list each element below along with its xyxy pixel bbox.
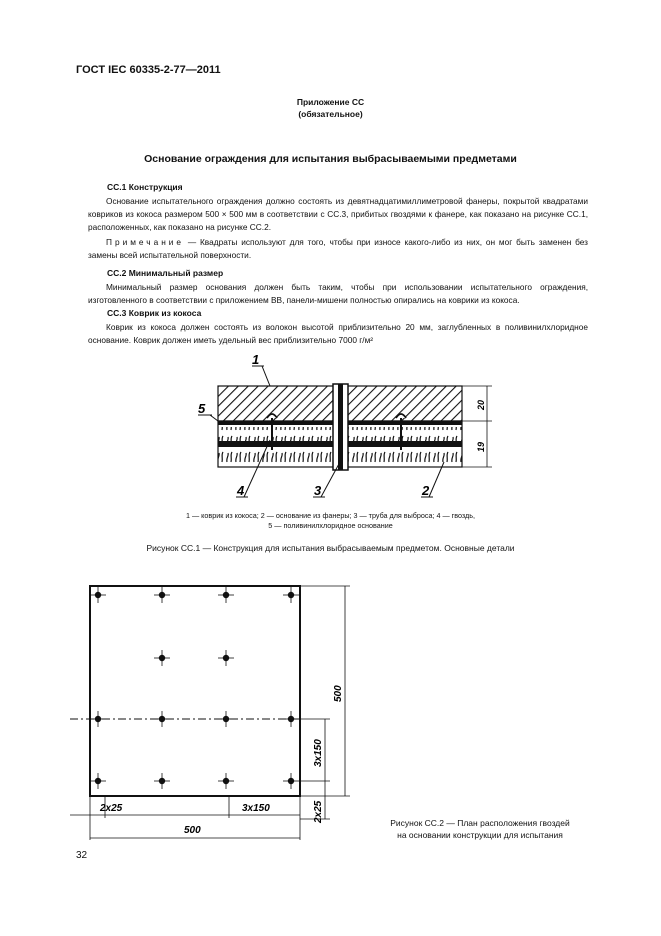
caption-cc2-line-1: Рисунок СС.2 — План расположения гвоздей xyxy=(390,818,570,828)
callout-4: 4 xyxy=(237,483,245,498)
figure-cc2-drawing xyxy=(0,570,661,840)
annex-main-title: Основание ограждения для испытания выбрасываемыми предметами xyxy=(144,153,517,165)
note-label: Примечание xyxy=(106,237,185,247)
nail-grid xyxy=(90,587,299,789)
note-text: — Квадраты используют для того, чтобы при износе какого-либо из них, он мог быть заменен без замены всей испытательной поверхности. xyxy=(88,237,588,260)
callout-1: 1 xyxy=(252,352,260,367)
figure-cc1-caption: Рисунок СС.1 — Конструкция для испытания выбрасываемым предметом. Основные детали xyxy=(146,543,515,553)
figure-cc2-caption xyxy=(360,817,600,841)
callout-2: 2 xyxy=(422,483,430,498)
dim-mat-thickness: 19 xyxy=(476,441,486,452)
legend-line-2: 5 — поливинилхлоридное основание xyxy=(268,521,393,530)
callout-5: 5 xyxy=(198,401,206,416)
mat-outline xyxy=(90,586,300,796)
caption-cc2-line-2: на основании конструкции для испытания xyxy=(397,830,563,840)
section-heading-cc3: СС.3 Коврик из кокоса xyxy=(107,308,202,318)
dim-total-width: 500 xyxy=(184,825,201,836)
section-paragraph-cc2: Минимальный размер основания должен быть таким, чтобы при использовании испытательного ограждения, изготовленного в соответствии с приложением ВВ, панели-мишени полностью опирались на коврики из кокоса. xyxy=(88,282,588,305)
document-header: ГОСТ IEC 60335-2-77—2011 xyxy=(76,64,221,76)
dim-vertical-edge: 2x25 xyxy=(313,800,324,823)
section-paragraph-cc3: Коврик из кокоса должен состоять из волокон высотой приблизительно 20 мм, заглубленных в поливинилхлоридное основание. Коврик должен иметь удельный вес приблизительно 7000 г/м² xyxy=(88,322,588,345)
section-heading-cc1: СС.1 Конструкция xyxy=(107,182,183,192)
dim-vertical-spacing: 3x150 xyxy=(313,739,324,767)
dim-total-height: 500 xyxy=(333,685,344,702)
figure-cc1-legend xyxy=(0,511,661,531)
dim-plywood-thickness: 20 xyxy=(476,399,486,410)
section-paragraph-cc1: Основание испытательного ограждения должно состоять из девятнадцатимиллиметровой фанеры, покрытой квадратами ковриков из кокоса размером 500 × 500 мм в соответствии с СС.3, прибитых гвоздями к фанере, как показано на рисунке СС.1, расположенных, как показано на рисунке СС.2. xyxy=(88,196,588,232)
dim-horizontal-spacing: 3x150 xyxy=(242,803,270,814)
section-heading-cc2: СС.2 Минимальный размер xyxy=(107,268,224,278)
annex-title: Приложение СС xyxy=(296,97,365,107)
legend-line-1: 1 — коврик из кокоса; 2 — основание из фанеры; 3 — труба для выброса; 4 — гвоздь, xyxy=(186,511,475,520)
dim-horizontal-edge: 2x25 xyxy=(100,803,123,814)
annex-status: (обязательное) xyxy=(298,109,363,119)
callout-3: 3 xyxy=(314,483,322,498)
page-number: 32 xyxy=(76,850,88,861)
pipe-wall xyxy=(338,384,343,470)
